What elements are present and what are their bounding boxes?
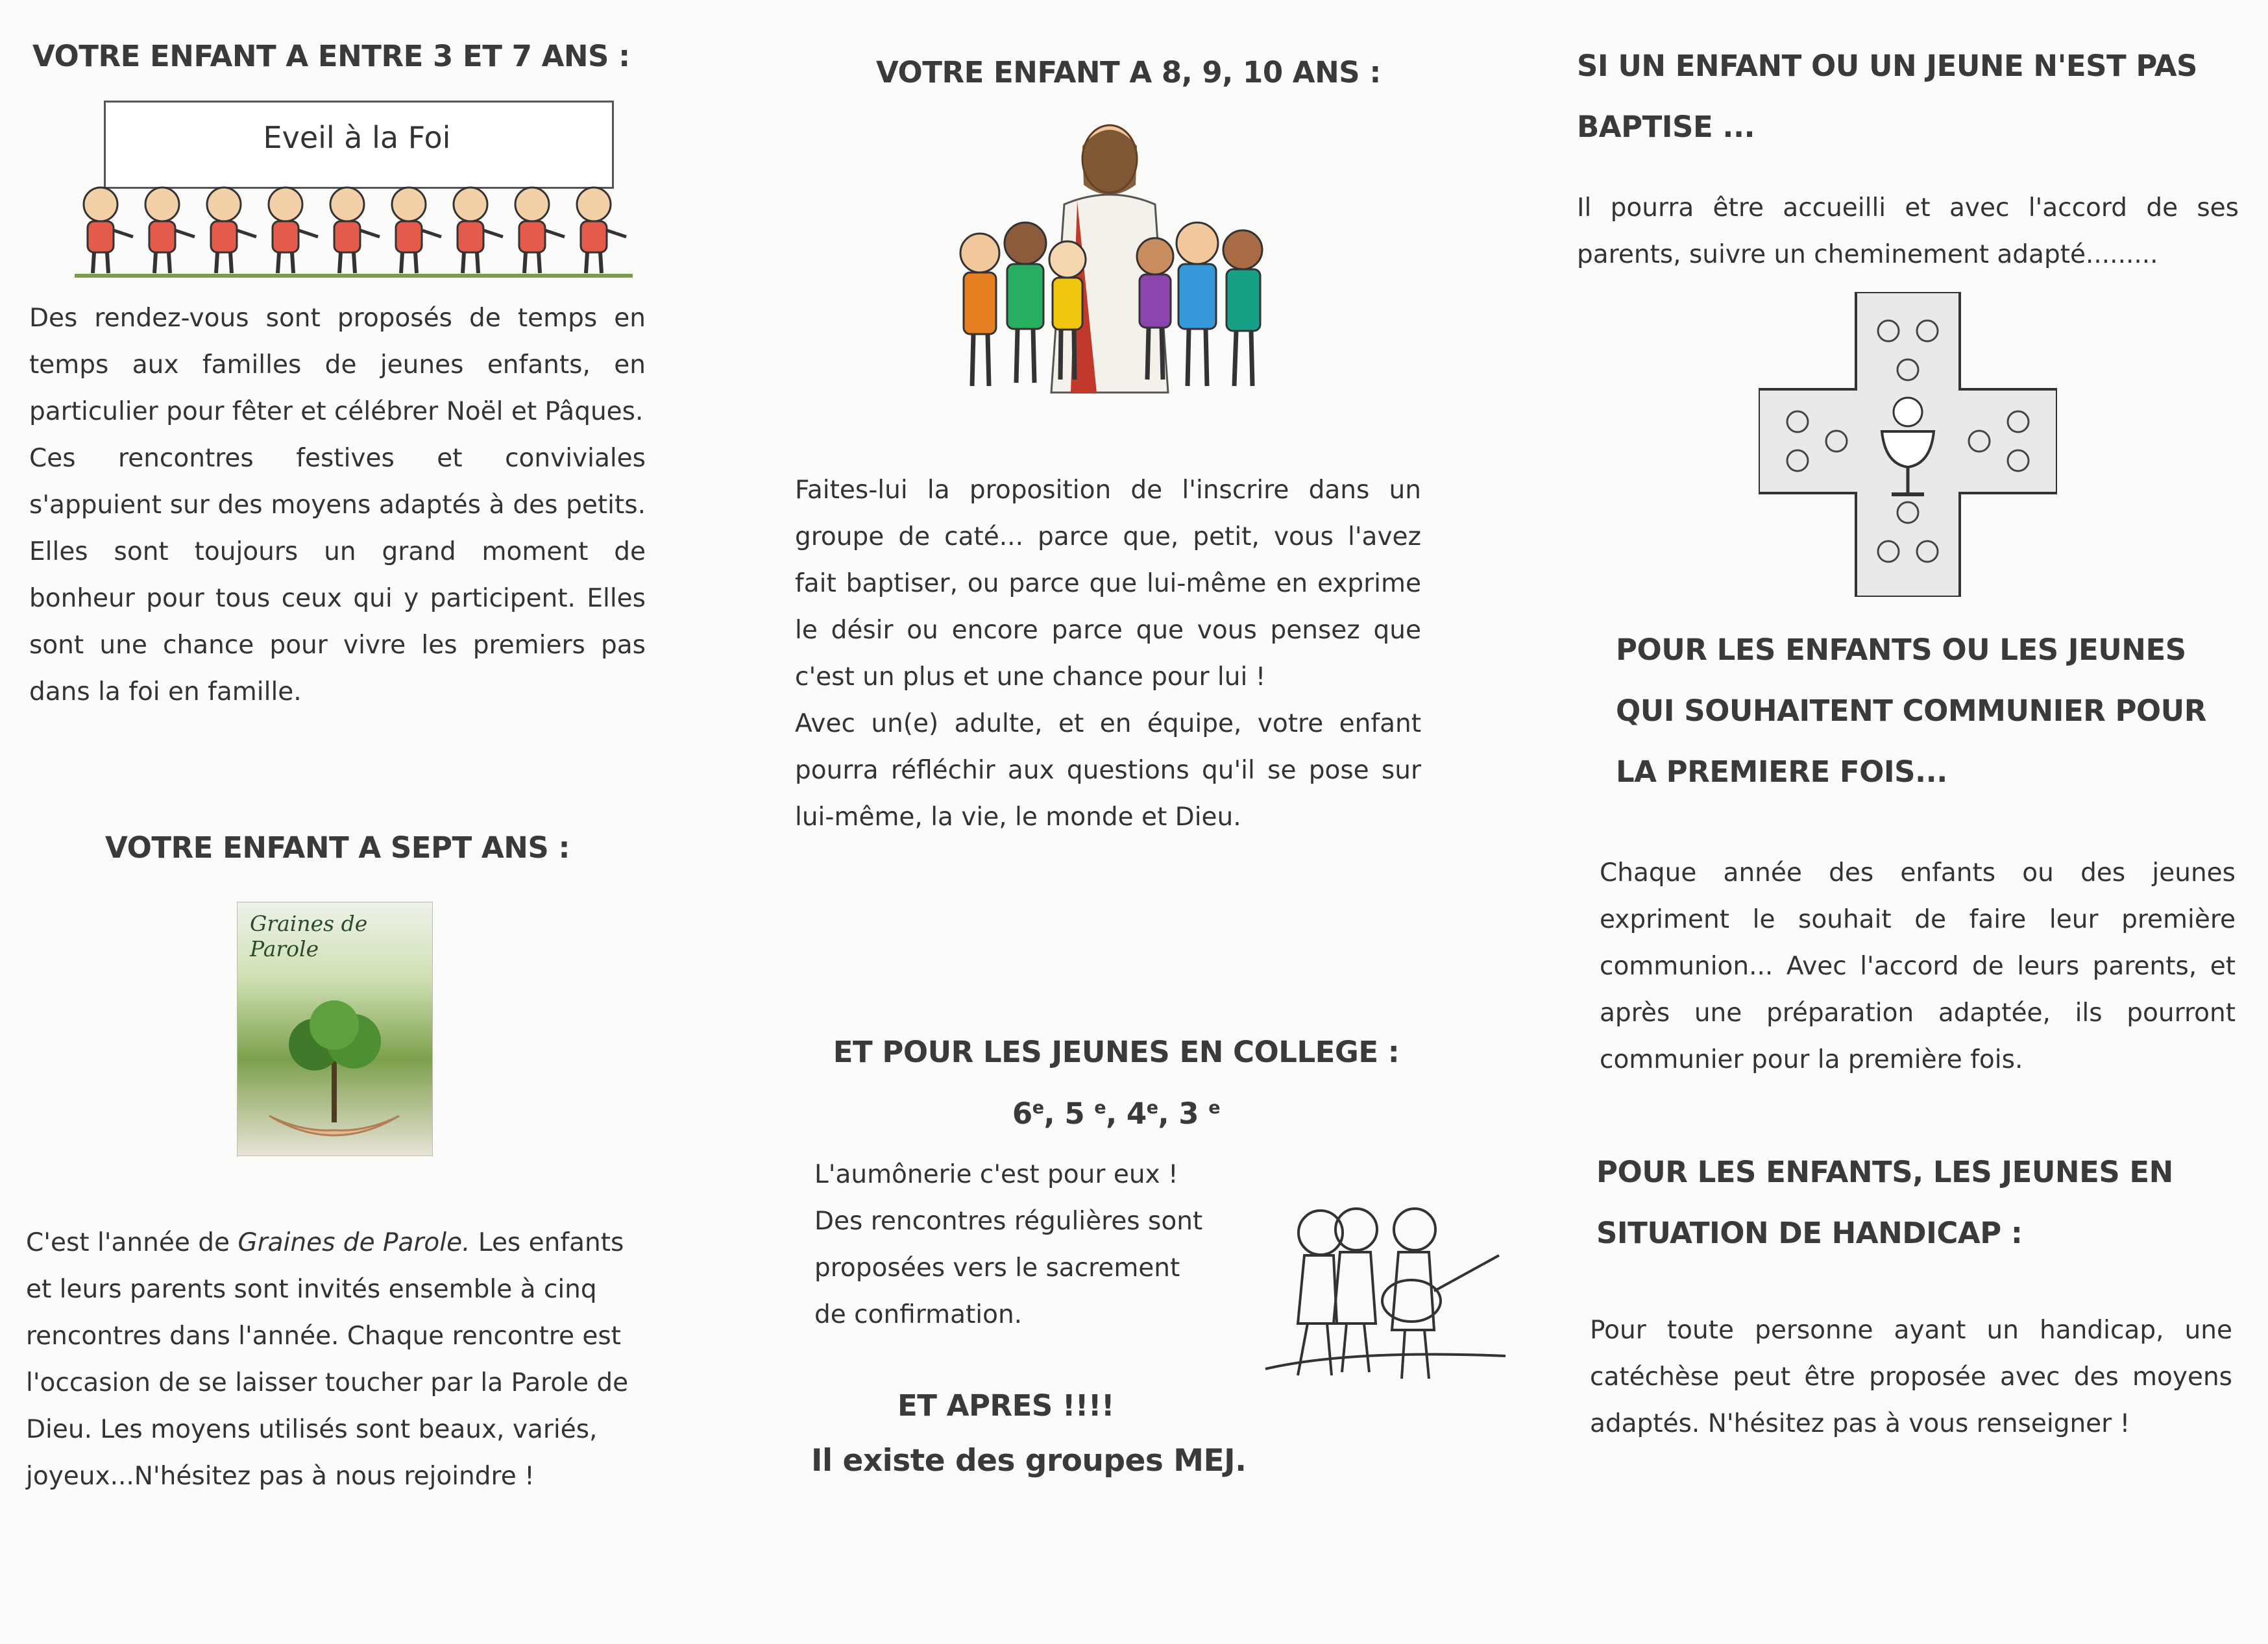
mej-text: Il existe des groupes MEJ. xyxy=(811,1443,1247,1479)
graines-de-parole-book-cover xyxy=(237,902,432,1155)
plant-in-hands-icon xyxy=(256,993,412,1148)
graines-text xyxy=(26,1220,646,1500)
aumonerie-text xyxy=(814,1152,1269,1338)
cate-text xyxy=(795,467,1421,841)
aumonerie-line-3: proposées vers le sacrement xyxy=(814,1253,1180,1283)
cate-paragraph-1: Faites-lui la proposition de l'inscrire dans un groupe de caté... parce que, petit, vous l'avez fait baptiser, ou parce que lui-même en exprime le désir ou encore parce que vous pensez que c'est un plus et une chance pour lui ! xyxy=(795,476,1421,692)
jesus-with-children-icon xyxy=(941,120,1278,399)
graines-text-prefix: C'est l'année de xyxy=(26,1228,238,1257)
grade-6-sup: e xyxy=(1032,1098,1044,1118)
heading-handicap: POUR LES ENFANTS, LES JEUNES EN SITUATION DE HANDICAP : xyxy=(1596,1155,2173,1250)
graines-text-italic: Graines de Parole. xyxy=(238,1228,470,1257)
eveil-text xyxy=(29,295,646,716)
heading-college: ET POUR LES JEUNES EN COLLEGE : xyxy=(833,1035,1400,1069)
grade-6: 6 xyxy=(1012,1096,1032,1131)
grade-4: 4 xyxy=(1126,1096,1147,1131)
cate-paragraph-2: Avec un(e) adulte, et en équipe, votre enfant pourra réfléchir aux questions qu'il se pose sur lui-même, la vie, le monde et Dieu. xyxy=(795,709,1421,832)
grade-4-sup: e xyxy=(1146,1098,1158,1118)
book-title: Graines de Parole xyxy=(250,911,368,961)
children-holding-hands-icon xyxy=(75,178,633,282)
grade-5-sup: e xyxy=(1094,1098,1106,1118)
grade-3: 3 xyxy=(1178,1096,1209,1131)
banner-title: Eveil à la Foi xyxy=(263,120,451,155)
aumonerie-line-2: Des rencontres régulières sont xyxy=(814,1207,1203,1236)
eveil-banner-illustration xyxy=(75,94,587,282)
aumonerie-line-1: L'aumônerie c'est pour eux ! xyxy=(814,1160,1178,1189)
eveil-paragraph-2: Ces rencontres festives et conviviales s'appuient sur des moyens adaptés à des petits. Elles sont toujours un grand moment de bonheur pour tous ceux qui y participent. Elles sont une chance pour vivre les premiers pas dans la foi en famille. xyxy=(29,444,646,707)
graines-text-rest: Les enfants et leurs parents sont invités ensemble à cinq rencontres dans l'année. Chaque rencontre est l'occasion de se laisser toucher par la Parole de Dieu. Les moyens utilisés sont beaux, variés, joyeux...N'hésitez pas à nous rejoindre ! xyxy=(26,1228,629,1491)
heading-non-baptise: SI UN ENFANT OU UN JEUNE N'EST PAS BAPTISE ... xyxy=(1577,49,2197,144)
premiere-communion-text: Chaque année des enfants ou des jeunes expriment le souhait de faire leur première communion... Avec l'accord de leurs parents, et après une préparation adaptée, ils pourront communier pour la première fois. xyxy=(1600,858,2236,1074)
heading-8-9-10-ans: VOTRE ENFANT A 8, 9, 10 ANS : xyxy=(876,55,1381,90)
heading-apres: ET APRES !!!! xyxy=(897,1388,1114,1423)
handicap-text: Pour toute personne ayant un handicap, une catéchèse peut être proposée avec des moyens adaptés. N'hésitez pas à vous renseigner ! xyxy=(1590,1316,2232,1438)
eveil-paragraph-1: Des rendez-vous sont proposés de temps en temps aux familles de jeunes enfants, en particulier pour fêter et célébrer Noël et Pâques. xyxy=(29,304,646,426)
heading-premiere-communion: POUR LES ENFANTS OU LES JEUNES QUI SOUHAITENT COMMUNIER POUR LA PREMIERE FOIS... xyxy=(1616,633,2206,789)
non-baptise-text: Il pourra être accueilli et avec l'accord de ses parents, suivre un cheminement adapté......... xyxy=(1577,193,2239,269)
heading-sept-ans: VOTRE ENFANT A SEPT ANS : xyxy=(105,830,570,865)
college-grades: 6e, 5 $^e$, 4e, 3 $^e$ xyxy=(1012,1096,1221,1131)
cross-with-chalice-icon xyxy=(1759,292,2057,597)
aumonerie-line-4: de confirmation. xyxy=(814,1300,1023,1329)
heading-eveil: VOTRE ENFANT A ENTRE 3 ET 7 ANS : xyxy=(32,39,630,73)
grade-3-sup: e xyxy=(1208,1098,1221,1118)
youth-with-guitar-icon xyxy=(1259,1194,1512,1388)
grade-5: 5 xyxy=(1064,1096,1095,1131)
